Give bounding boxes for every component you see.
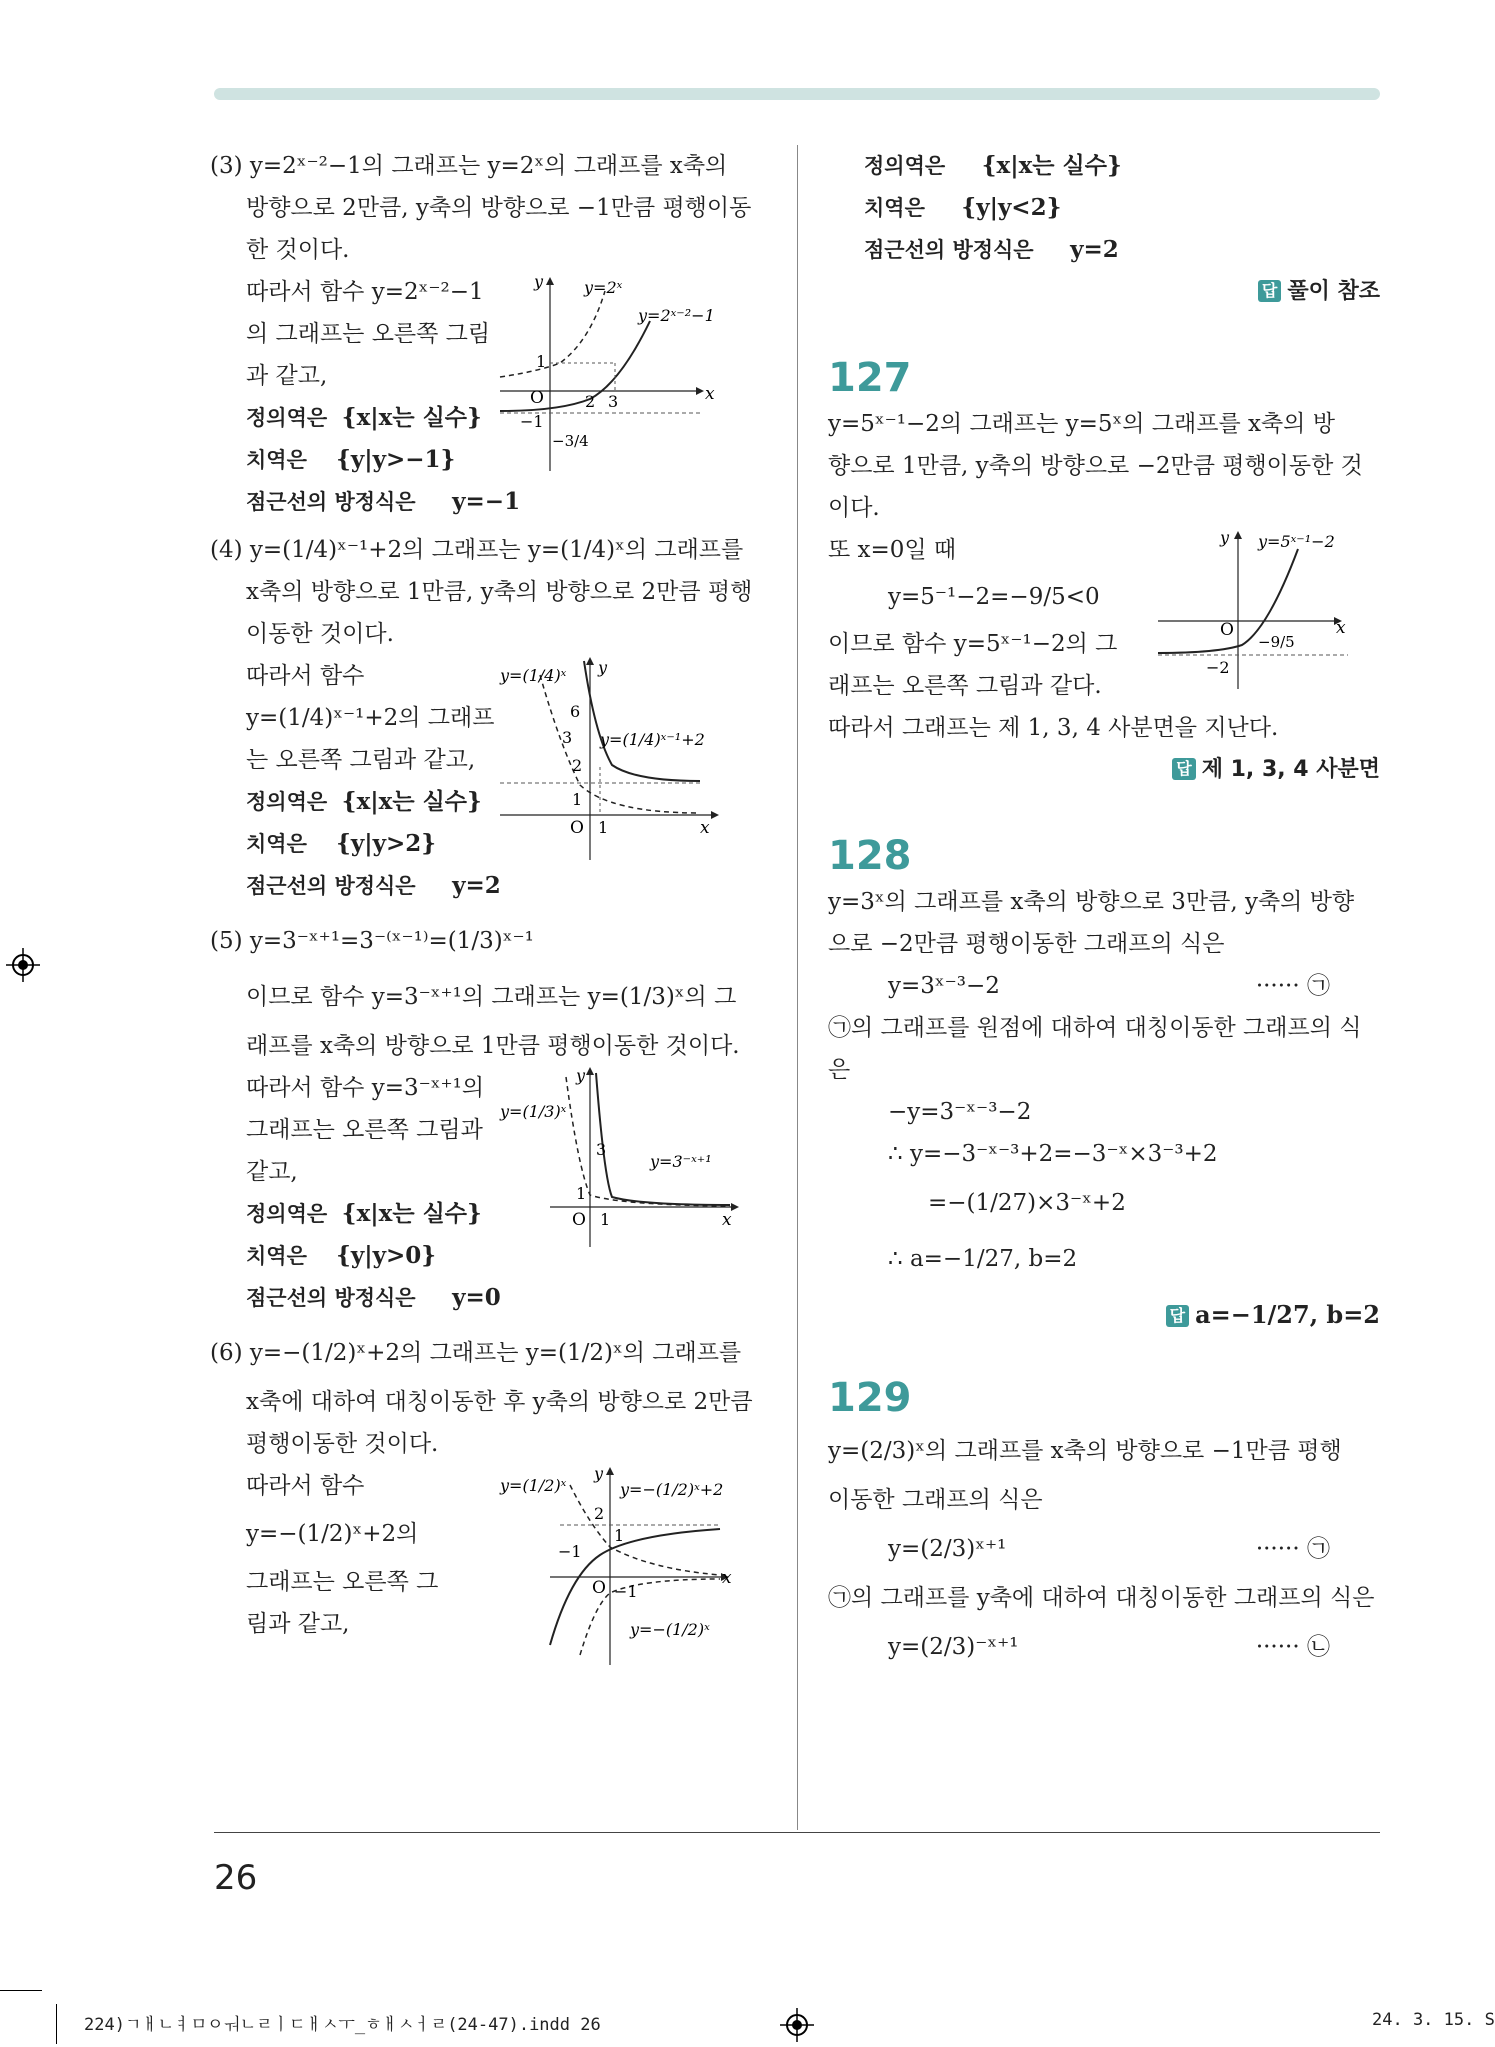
domain-label: 정의역은 [864,154,946,178]
answer-line [828,749,1380,791]
asymptote-label: 점근선의 방정식은 [246,490,416,514]
range-label: 치역은 [246,832,307,856]
origin-label: O [570,818,584,838]
tick-label: 1 [572,790,583,809]
graph-p3 [500,271,740,481]
curve-label: y=(1/2)ˣ [500,1476,567,1495]
range-value: {y|y>−1} [336,446,456,473]
origin-label: O [1220,620,1234,640]
footer-date: 24. 3. 15. S [1372,2010,1495,2030]
equation: =−(1/27)×3⁻ˣ+2 [928,1190,1126,1216]
origin-label: O [530,388,544,408]
problem-128 [828,831,1380,1343]
tick-label: −3/4 [552,432,589,450]
text-line: 래프를 x축의 방향으로 1만큼 평행이동한 것이다. [246,1033,740,1059]
curve-label: y=5ˣ⁻¹−2 [1258,532,1335,551]
tick-label: 1 [536,352,547,371]
graph-p5 [500,1067,750,1247]
text-line: (4) y=(1/4)ˣ⁻¹+2의 그래프는 y=(1/4)ˣ의 그래프를 [210,537,744,563]
y-axis-label: y [534,272,544,291]
tick-label: −1 [558,1542,582,1561]
tick-label: 3 [596,1140,607,1159]
range-label: 치역은 [246,448,307,472]
range-value: {y|y>2} [336,830,437,857]
tick-label: 1 [576,1184,587,1203]
equation-marker: ······ ㉠ [1255,1536,1330,1562]
origin-label: O [592,1578,606,1598]
equation: y=3ˣ⁻³−2 [888,973,1000,999]
curve-label: y=3⁻ˣ⁺¹ [650,1152,712,1171]
text-line: 이므로 함수 y=3⁻ˣ⁺¹의 그래프는 y=(1/3)ˣ의 그 [246,984,737,1010]
y-axis-label: y [1220,528,1230,547]
origin-label: O [572,1210,586,1230]
crop-mark [0,1990,42,1991]
equation-marker: ······ ㉡ [1255,1634,1330,1660]
answer-text: a=−1/27, b=2 [1195,1300,1380,1329]
problem-129 [828,1373,1380,1675]
x-axis-label: x [1336,618,1346,638]
tick-label: 2 [594,1504,605,1523]
equation: y=(2/3)ˣ⁺¹ [888,1536,1007,1562]
text-line: x축에 대하여 대칭이동한 후 y축의 방향으로 2만큼 [246,1389,753,1415]
answer-badge: 답 [1258,280,1281,302]
text-line: ㉠의 그래프를 원점에 대하여 대칭이동한 그래프의 식 [828,1015,1362,1041]
domain-value: {x|x는 실수} [981,152,1122,179]
text-line: 따라서 함수 [246,1473,365,1499]
x-axis-label: x [722,1210,732,1230]
text-line: (3) y=2ˣ⁻²−1의 그래프는 y=2ˣ의 그래프를 x축의 [210,153,728,179]
asymptote-label: 점근선의 방정식은 [246,874,416,898]
text-line: 은 [828,1057,851,1083]
text-line: 래프는 오른쪽 그림과 같다. [828,673,1102,699]
answer-text: 풀이 참조 [1287,279,1380,304]
text-line: ㉠의 그래프를 y축에 대하여 대칭이동한 그래프의 식은 [828,1585,1375,1611]
problem-number: 128 [828,833,912,879]
curve-label: y=−(1/2)ˣ+2 [620,1480,724,1499]
tick-label: 6 [570,702,581,721]
range-label: 치역은 [246,1244,307,1268]
problem-5 [210,913,770,1319]
text-line: y=5⁻¹−2=−9/5<0 [888,584,1100,610]
domain-label: 정의역은 [246,790,328,814]
equation: ∴ a=−1/27, b=2 [888,1246,1078,1272]
graph-p127 [1158,529,1380,699]
problem-127 [828,353,1380,791]
range-label: 치역은 [864,196,925,220]
tick-label: −2 [1206,658,1230,677]
domain-value: {x|x는 실수} [341,404,482,431]
tick-label: 1 [614,1526,625,1545]
text-line: 는 오른쪽 그림과 같고, [246,747,476,773]
x-axis-label: x [705,384,715,404]
problem-number: 127 [828,355,912,401]
text-line: y=(1/4)ˣ⁻¹+2의 그래프 [246,705,495,731]
problem-6-continued [828,145,1380,313]
curve-label: y=−(1/2)ˣ [630,1620,710,1639]
curve-label: y=2ˣ [584,278,623,297]
text-line: 이동한 그래프의 식은 [828,1487,1043,1513]
tick-label: 3 [608,392,619,411]
curve-label: y=(1/4)ˣ [500,666,567,685]
tick-label: 1 [598,818,609,837]
asymptote-value: y=−1 [452,488,521,515]
equation: y=(2/3)⁻ˣ⁺¹ [888,1634,1019,1660]
curve-label: y=(1/4)ˣ⁻¹+2 [600,730,705,749]
text-line: 이므로 함수 y=5ˣ⁻¹−2의 그 [828,631,1118,657]
asymptote-label: 점근선의 방정식은 [246,1286,416,1310]
crop-mark [56,2004,57,2044]
graph-p6 [500,1465,770,1665]
range-value: {y|y<2} [961,194,1062,221]
text-line: 따라서 함수 y=3⁻ˣ⁺¹의 [246,1075,485,1101]
y-axis-label: y [576,1066,586,1085]
registration-mark-icon [6,948,40,982]
y-axis-label: y [594,1464,604,1483]
text-line: (6) y=−(1/2)ˣ+2의 그래프는 y=(1/2)ˣ의 그래프를 [210,1340,742,1366]
footer-file-name: 224)ㄱㅐㄴㅕㅁㅇㅝㄴㄹㅣㄷㅐㅅㅜ_ㅎㅐㅅㅓㄹ(24-47).indd 26 [84,2015,601,2035]
left-column [210,145,770,1665]
text-line: 같고, [246,1159,298,1185]
text-line: 그래프는 오른쪽 그 [246,1569,439,1595]
text-line: (5) y=3⁻ˣ⁺¹=3⁻⁽ˣ⁻¹⁾=(1/3)ˣ⁻¹ [210,928,534,954]
x-axis-label: x [722,1568,732,1588]
curve-label: y=(1/3)ˣ [500,1102,567,1121]
y-axis-label: y [598,658,608,677]
registration-mark-icon [780,2008,814,2042]
range-value: {y|y>0} [336,1242,437,1269]
x-axis-label: x [700,818,710,838]
answer-line [828,1287,1380,1343]
tick-label: −1 [520,412,544,431]
domain-value: {x|x는 실수} [341,788,482,815]
graph-p4 [500,655,750,865]
text-line: 그래프는 오른쪽 그림과 [246,1117,483,1143]
text-line: 향으로 1만큼, y축의 방향으로 −2만큼 평행이동한 것 [828,453,1363,479]
answer-badge: 답 [1172,758,1195,780]
text-line: y=3ˣ의 그래프를 x축의 방향으로 3만큼, y축의 방향 [828,889,1355,915]
equation: −y=3⁻ˣ⁻³−2 [888,1099,1032,1125]
domain-value: {x|x는 실수} [341,1200,482,1227]
text-line: 방향으로 2만큼, y축의 방향으로 −1만큼 평행이동 [246,195,752,221]
asymptote-value: y=2 [1070,236,1119,263]
text-line: x축의 방향으로 1만큼, y축의 방향으로 2만큼 평행 [246,579,753,605]
text-line: 림과 같고, [246,1611,350,1637]
problem-number: 129 [828,1375,912,1421]
tick-label: −1 [614,1582,638,1601]
tick-label: −9/5 [1258,633,1295,651]
domain-label: 정의역은 [246,406,328,430]
asymptote-value: y=0 [452,1284,501,1311]
bottom-rule [214,1832,1380,1833]
text-line: 따라서 함수 y=2ˣ⁻²−1 [246,279,484,305]
text-line: y=5ˣ⁻¹−2의 그래프는 y=5ˣ의 그래프를 x축의 방 [828,411,1335,437]
text-line: 따라서 함수 [246,663,365,689]
asymptote-value: y=2 [452,872,501,899]
text-line: 으로 −2만큼 평행이동한 그래프의 식은 [828,931,1225,957]
column-divider [797,145,798,1830]
equation: ∴ y=−3⁻ˣ⁻³+2=−3⁻ˣ×3⁻³+2 [888,1141,1218,1167]
asymptote-label: 점근선의 방정식은 [864,238,1034,262]
text-line: y=(2/3)ˣ의 그래프를 x축의 방향으로 −1만큼 평행 [828,1438,1342,1464]
text-line: y=−(1/2)ˣ+2의 [246,1521,419,1547]
tick-label: 2 [572,756,583,775]
text-line: 평행이동한 것이다. [246,1431,439,1457]
text-line: 이다. [828,495,880,521]
right-column [828,145,1380,1675]
tick-label: 1 [600,1210,611,1229]
text-line: 또 x=0일 때 [828,537,957,563]
answer-line [828,271,1380,313]
domain-label: 정의역은 [246,1202,328,1226]
tick-label: 2 [585,392,596,411]
text-line: 한 것이다. [246,237,350,263]
answer-badge: 답 [1166,1305,1189,1327]
text-line: 이동한 것이다. [246,621,394,647]
tick-label: 3 [562,728,573,747]
text-line: 과 같고, [246,363,328,389]
curve-label: y=2ˣ⁻²−1 [638,306,715,325]
text-line: 의 그래프는 오른쪽 그림 [246,321,491,347]
equation-marker: ······ ㉠ [1255,973,1330,999]
problem-4 [210,529,770,907]
problem-3 [210,145,770,523]
page-number: 26 [214,1858,258,1898]
problem-6 [210,1325,770,1665]
answer-text: 제 1, 3, 4 사분면 [1201,757,1380,782]
top-decor-bar [214,88,1380,100]
text-line: 따라서 그래프는 제 1, 3, 4 사분면을 지난다. [828,715,1279,741]
